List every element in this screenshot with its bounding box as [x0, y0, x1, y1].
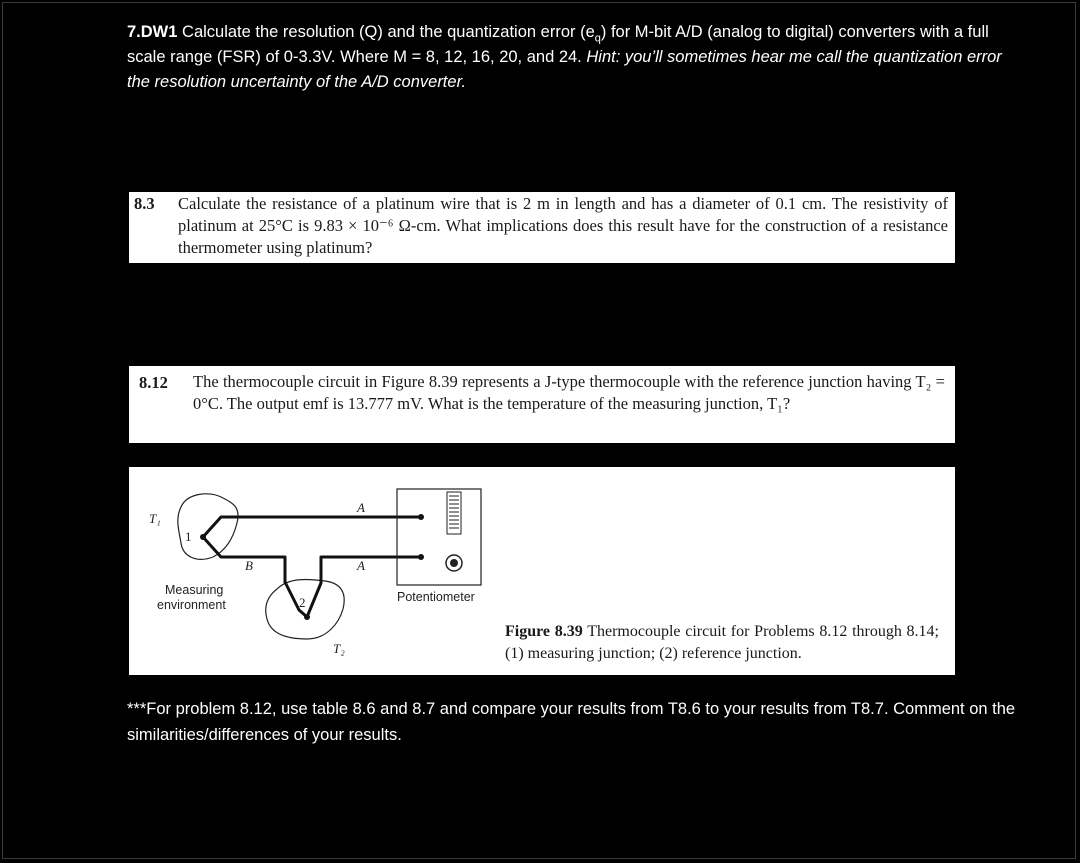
potentiometer-dial-inner: [450, 559, 458, 567]
problem-dw1-number: 7.DW1: [127, 23, 178, 41]
problem-8-12-text: The thermocouple circuit in Figure 8.39 represents a J-type thermocouple with the reference junction having T₂ = 0°C. The output emf is 13.777 mV. What is the temperature of the measuring junction, T₁?: [193, 372, 945, 413]
problem-8-12-note: ***For problem 8.12, use table 8.6 and 8.7 and compare your results from T8.6 to your results from T8.7. Comment on the similarities/differences of your results.: [127, 700, 1016, 744]
label-a-bottom: A: [357, 558, 365, 573]
label-t2: T₂: [333, 641, 345, 656]
label-measuring-line1: Measuring: [165, 583, 224, 597]
problem-dw1-subscript: q: [594, 32, 601, 45]
label-a-top: A: [357, 500, 365, 515]
figure-8-39: [129, 467, 955, 675]
measuring-environment-outline: [178, 494, 238, 560]
problem-dw1-hint: Hint: you’ll sometimes hear me call the quantization error the resolution uncertainty of the A/D converter.: [127, 48, 1002, 91]
problem-dw1-text-a: Calculate the resolution (Q) and the quantization error (e: [177, 23, 595, 41]
label-b: B: [245, 558, 253, 573]
measuring-junction-dot: [200, 534, 206, 540]
figure-caption: [505, 621, 939, 665]
reference-junction-dot: [304, 614, 310, 620]
wire-b: [203, 537, 285, 582]
label-potentiometer: Potentiometer: [397, 590, 475, 604]
figure-caption-text: Thermocouple circuit for Problems 8.12 through 8.14; (1) measuring junction; (2) reference junction.: [505, 623, 940, 662]
problem-8-3-number: 8.3: [134, 194, 155, 213]
problem-8-3-box: [129, 192, 955, 263]
problem-8-12-number: 8.12: [139, 373, 168, 392]
label-t1: T₁: [149, 511, 161, 526]
potentiometer-box: [397, 489, 481, 585]
label-measuring-line2: environment: [157, 598, 226, 612]
potentiometer-scale-icon: [449, 496, 459, 528]
label-junction-2: 2: [299, 595, 306, 610]
problem-8-12-box: [129, 366, 955, 443]
problem-8-3-text: Calculate the resistance of a platinum wire that is 2 m in length and has a diameter of 0.1 cm. The resistivity of platinum at 25°C is 9.83 × 10⁻⁶ Ω-cm. What implications does this result have for the construction of a resistance thermometer using platinum?: [178, 194, 948, 257]
problem-dw1-text-b: ) for M-bit A/D (analog to digital) converters with a full scale range (FSR) of 0-3.3V. Where M = 8, 12, 16, 20, and 24.: [127, 23, 989, 66]
problem-dw1: [127, 20, 1027, 95]
label-junction-1: 1: [185, 529, 192, 544]
terminal-bottom-dot: [418, 554, 424, 560]
figure-caption-number: Figure 8.39: [505, 623, 583, 640]
terminal-top-dot: [418, 514, 424, 520]
